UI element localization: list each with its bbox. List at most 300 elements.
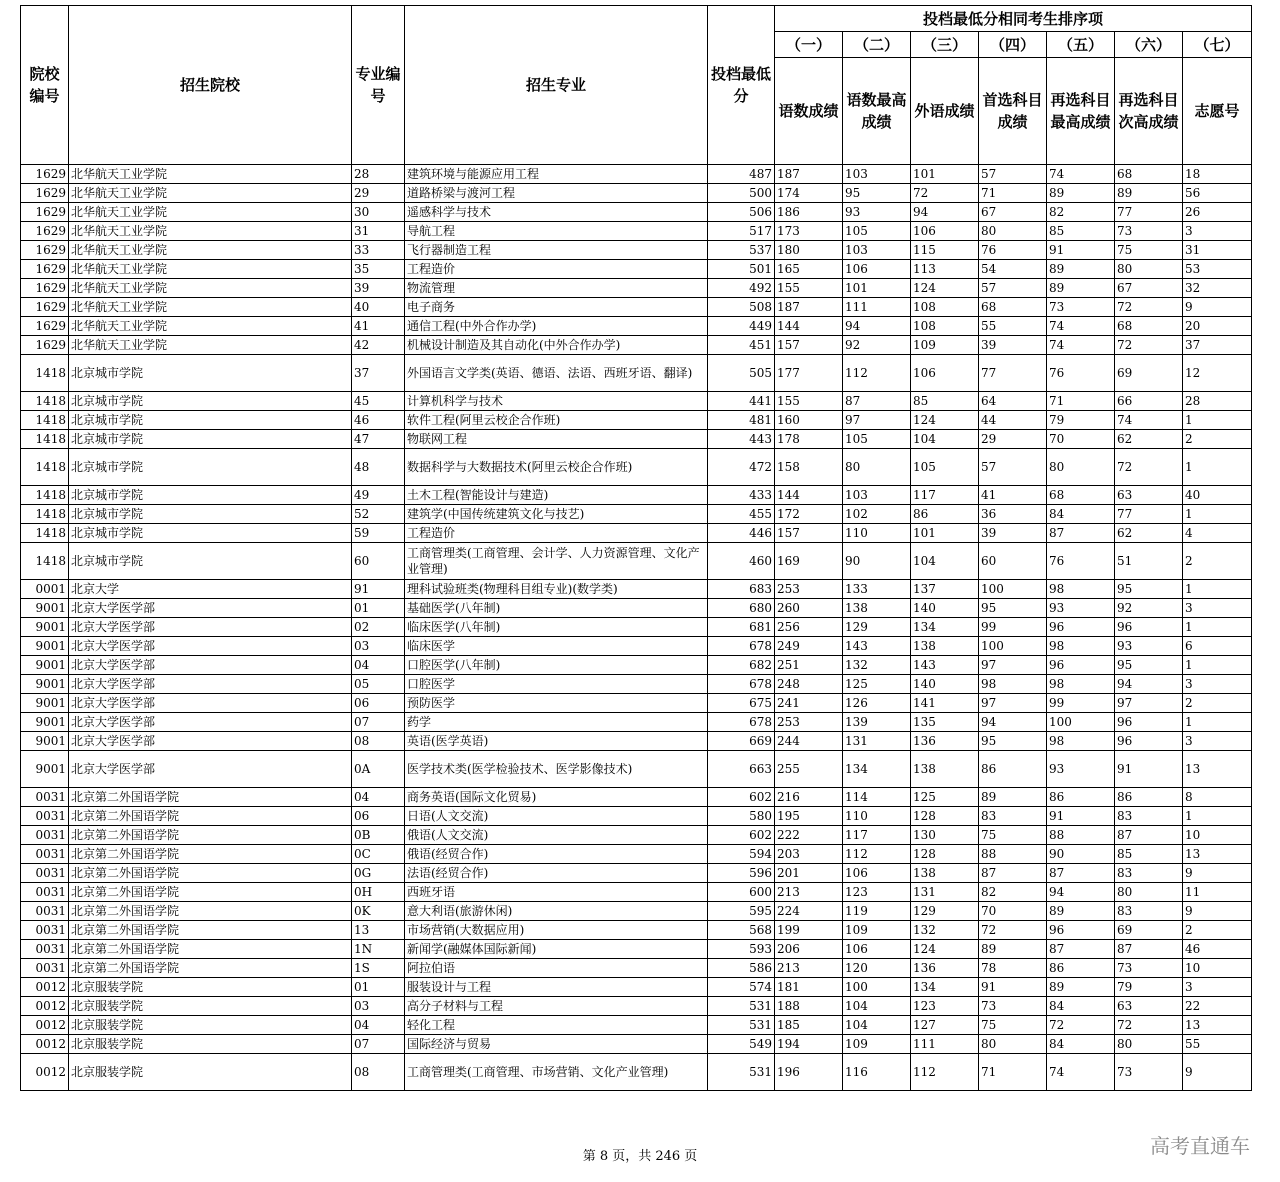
cell-order-1: 216 bbox=[775, 788, 843, 807]
cell-order-7: 56 bbox=[1183, 184, 1252, 203]
cell-order-1: 196 bbox=[775, 1054, 843, 1091]
table-row bbox=[21, 1035, 1252, 1054]
cell-order-6: 63 bbox=[1115, 486, 1183, 505]
cell-order-5: 96 bbox=[1047, 618, 1115, 637]
cell-order-5: 85 bbox=[1047, 222, 1115, 241]
table-row bbox=[21, 279, 1252, 298]
cell-order-4: 99 bbox=[979, 618, 1047, 637]
cell-major-code: 28 bbox=[352, 165, 405, 184]
cell-order-4: 76 bbox=[979, 241, 1047, 260]
cell-order-6: 87 bbox=[1115, 826, 1183, 845]
table-row bbox=[21, 411, 1252, 430]
cell-order-1: 165 bbox=[775, 260, 843, 279]
header-school-name: 招生院校 bbox=[69, 6, 352, 165]
cell-school-name: 北京服装学院 bbox=[69, 1035, 352, 1054]
cell-major-code: 1N bbox=[352, 940, 405, 959]
cell-order-4: 68 bbox=[979, 298, 1047, 317]
table-body bbox=[21, 165, 1252, 1091]
cell-school-code: 1629 bbox=[21, 260, 69, 279]
cell-order-3: 129 bbox=[911, 902, 979, 921]
header-order-item: 再选科目次高成绩 bbox=[1115, 58, 1183, 165]
cell-order-1: 248 bbox=[775, 675, 843, 694]
cell-major-code: 0K bbox=[352, 902, 405, 921]
cell-order-6: 68 bbox=[1115, 165, 1183, 184]
cell-order-1: 180 bbox=[775, 241, 843, 260]
table-row bbox=[21, 241, 1252, 260]
table-row bbox=[21, 656, 1252, 675]
admission-score-table bbox=[20, 5, 1252, 1091]
cell-school-code: 1629 bbox=[21, 279, 69, 298]
cell-order-6: 77 bbox=[1115, 203, 1183, 222]
cell-major-code: 37 bbox=[352, 355, 405, 392]
cell-min-score: 574 bbox=[708, 978, 775, 997]
cell-major-name: 数据科学与大数据技术(阿里云校企合作班) bbox=[405, 449, 708, 486]
cell-major-name: 口腔医学 bbox=[405, 675, 708, 694]
cell-order-2: 129 bbox=[843, 618, 911, 637]
cell-min-score: 501 bbox=[708, 260, 775, 279]
cell-order-6: 93 bbox=[1115, 637, 1183, 656]
cell-order-1: 253 bbox=[775, 580, 843, 599]
cell-order-3: 86 bbox=[911, 505, 979, 524]
cell-min-score: 549 bbox=[708, 1035, 775, 1054]
cell-school-name: 北京城市学院 bbox=[69, 524, 352, 543]
cell-order-2: 110 bbox=[843, 524, 911, 543]
cell-school-code: 0031 bbox=[21, 864, 69, 883]
watermark: 高考直通车 bbox=[1150, 1134, 1250, 1158]
cell-order-4: 75 bbox=[979, 1016, 1047, 1035]
cell-major-code: 0B bbox=[352, 826, 405, 845]
cell-order-3: 112 bbox=[911, 1054, 979, 1091]
cell-school-code: 9001 bbox=[21, 637, 69, 656]
table-row bbox=[21, 1054, 1252, 1091]
cell-order-4: 39 bbox=[979, 524, 1047, 543]
cell-school-name: 北京城市学院 bbox=[69, 411, 352, 430]
cell-order-5: 76 bbox=[1047, 543, 1115, 580]
cell-order-3: 123 bbox=[911, 997, 979, 1016]
cell-order-1: 260 bbox=[775, 599, 843, 618]
cell-order-7: 3 bbox=[1183, 675, 1252, 694]
cell-school-code: 0031 bbox=[21, 902, 69, 921]
cell-order-4: 36 bbox=[979, 505, 1047, 524]
cell-major-code: 30 bbox=[352, 203, 405, 222]
table-row bbox=[21, 959, 1252, 978]
cell-major-name: 基础医学(八年制) bbox=[405, 599, 708, 618]
cell-order-5: 89 bbox=[1047, 902, 1115, 921]
cell-school-code: 0012 bbox=[21, 1054, 69, 1091]
cell-order-2: 104 bbox=[843, 997, 911, 1016]
cell-major-name: 理科试验班类(物理科目组专业)(数学类) bbox=[405, 580, 708, 599]
cell-order-3: 135 bbox=[911, 713, 979, 732]
cell-order-3: 108 bbox=[911, 298, 979, 317]
table-row bbox=[21, 788, 1252, 807]
cell-order-2: 94 bbox=[843, 317, 911, 336]
cell-major-name: 通信工程(中外合作办学) bbox=[405, 317, 708, 336]
cell-order-3: 101 bbox=[911, 524, 979, 543]
cell-order-7: 11 bbox=[1183, 883, 1252, 902]
cell-order-2: 132 bbox=[843, 656, 911, 675]
cell-order-6: 96 bbox=[1115, 732, 1183, 751]
cell-major-code: 03 bbox=[352, 997, 405, 1016]
cell-order-7: 8 bbox=[1183, 788, 1252, 807]
cell-order-6: 80 bbox=[1115, 883, 1183, 902]
cell-major-code: 29 bbox=[352, 184, 405, 203]
cell-order-2: 97 bbox=[843, 411, 911, 430]
cell-order-3: 94 bbox=[911, 203, 979, 222]
cell-order-2: 116 bbox=[843, 1054, 911, 1091]
cell-order-5: 84 bbox=[1047, 997, 1115, 1016]
table-row bbox=[21, 203, 1252, 222]
cell-major-name: 软件工程(阿里云校企合作班) bbox=[405, 411, 708, 430]
cell-order-3: 128 bbox=[911, 807, 979, 826]
cell-order-4: 98 bbox=[979, 675, 1047, 694]
cell-order-4: 29 bbox=[979, 430, 1047, 449]
cell-order-6: 77 bbox=[1115, 505, 1183, 524]
cell-school-name: 北京第二外国语学院 bbox=[69, 864, 352, 883]
cell-major-code: 08 bbox=[352, 732, 405, 751]
cell-major-code: 04 bbox=[352, 788, 405, 807]
cell-order-7: 9 bbox=[1183, 902, 1252, 921]
cell-order-5: 74 bbox=[1047, 165, 1115, 184]
cell-school-name: 北华航天工业学院 bbox=[69, 298, 352, 317]
cell-order-7: 3 bbox=[1183, 978, 1252, 997]
cell-order-3: 137 bbox=[911, 580, 979, 599]
cell-order-7: 10 bbox=[1183, 826, 1252, 845]
cell-major-code: 01 bbox=[352, 978, 405, 997]
cell-order-7: 20 bbox=[1183, 317, 1252, 336]
cell-order-2: 110 bbox=[843, 807, 911, 826]
cell-major-code: 40 bbox=[352, 298, 405, 317]
cell-order-1: 256 bbox=[775, 618, 843, 637]
cell-order-6: 62 bbox=[1115, 524, 1183, 543]
cell-order-5: 86 bbox=[1047, 788, 1115, 807]
cell-school-code: 0012 bbox=[21, 1035, 69, 1054]
table-row bbox=[21, 826, 1252, 845]
cell-school-code: 1629 bbox=[21, 222, 69, 241]
cell-order-2: 100 bbox=[843, 978, 911, 997]
cell-order-6: 51 bbox=[1115, 543, 1183, 580]
cell-order-2: 143 bbox=[843, 637, 911, 656]
cell-order-4: 87 bbox=[979, 864, 1047, 883]
header-order-label: （一） bbox=[775, 32, 843, 58]
cell-order-2: 106 bbox=[843, 864, 911, 883]
cell-major-name: 新闻学(融媒体国际新闻) bbox=[405, 940, 708, 959]
cell-order-3: 124 bbox=[911, 279, 979, 298]
cell-major-name: 物流管理 bbox=[405, 279, 708, 298]
cell-order-6: 69 bbox=[1115, 921, 1183, 940]
cell-order-3: 138 bbox=[911, 864, 979, 883]
cell-order-2: 93 bbox=[843, 203, 911, 222]
cell-order-1: 177 bbox=[775, 355, 843, 392]
cell-order-5: 74 bbox=[1047, 336, 1115, 355]
cell-order-5: 87 bbox=[1047, 864, 1115, 883]
cell-order-5: 84 bbox=[1047, 1035, 1115, 1054]
cell-min-score: 446 bbox=[708, 524, 775, 543]
cell-school-code: 9001 bbox=[21, 732, 69, 751]
cell-order-4: 83 bbox=[979, 807, 1047, 826]
cell-major-code: 0C bbox=[352, 845, 405, 864]
table-row bbox=[21, 336, 1252, 355]
cell-order-2: 106 bbox=[843, 940, 911, 959]
cell-min-score: 602 bbox=[708, 788, 775, 807]
cell-min-score: 678 bbox=[708, 713, 775, 732]
cell-major-code: 45 bbox=[352, 392, 405, 411]
cell-school-code: 9001 bbox=[21, 694, 69, 713]
cell-order-7: 28 bbox=[1183, 392, 1252, 411]
cell-school-code: 0031 bbox=[21, 940, 69, 959]
cell-min-score: 678 bbox=[708, 675, 775, 694]
table-row bbox=[21, 921, 1252, 940]
cell-major-name: 飞行器制造工程 bbox=[405, 241, 708, 260]
cell-order-5: 76 bbox=[1047, 355, 1115, 392]
cell-order-1: 181 bbox=[775, 978, 843, 997]
cell-order-6: 95 bbox=[1115, 580, 1183, 599]
cell-order-3: 124 bbox=[911, 411, 979, 430]
cell-order-5: 84 bbox=[1047, 505, 1115, 524]
cell-order-2: 123 bbox=[843, 883, 911, 902]
cell-order-1: 157 bbox=[775, 524, 843, 543]
cell-order-4: 60 bbox=[979, 543, 1047, 580]
cell-min-score: 600 bbox=[708, 883, 775, 902]
cell-order-3: 138 bbox=[911, 637, 979, 656]
header-major-code: 专业编号 bbox=[352, 6, 405, 165]
cell-major-name: 高分子材料与工程 bbox=[405, 997, 708, 1016]
cell-min-score: 531 bbox=[708, 1054, 775, 1091]
cell-order-1: 244 bbox=[775, 732, 843, 751]
header-order-label: （六） bbox=[1115, 32, 1183, 58]
table-header bbox=[21, 6, 1252, 165]
table-row bbox=[21, 355, 1252, 392]
cell-order-5: 89 bbox=[1047, 978, 1115, 997]
cell-major-code: 08 bbox=[352, 1054, 405, 1091]
cell-order-6: 72 bbox=[1115, 298, 1183, 317]
cell-order-3: 101 bbox=[911, 165, 979, 184]
cell-order-6: 73 bbox=[1115, 1054, 1183, 1091]
cell-school-code: 0031 bbox=[21, 883, 69, 902]
cell-order-7: 12 bbox=[1183, 355, 1252, 392]
cell-order-4: 73 bbox=[979, 997, 1047, 1016]
cell-order-2: 109 bbox=[843, 921, 911, 940]
cell-min-score: 537 bbox=[708, 241, 775, 260]
cell-order-7: 3 bbox=[1183, 732, 1252, 751]
cell-order-4: 82 bbox=[979, 883, 1047, 902]
cell-major-name: 机械设计制造及其自动化(中外合作办学) bbox=[405, 336, 708, 355]
table-row bbox=[21, 430, 1252, 449]
cell-school-name: 北华航天工业学院 bbox=[69, 165, 352, 184]
cell-order-6: 95 bbox=[1115, 656, 1183, 675]
cell-order-5: 89 bbox=[1047, 260, 1115, 279]
cell-order-6: 69 bbox=[1115, 355, 1183, 392]
cell-school-name: 北京大学医学部 bbox=[69, 732, 352, 751]
cell-order-5: 91 bbox=[1047, 241, 1115, 260]
cell-order-4: 77 bbox=[979, 355, 1047, 392]
cell-order-5: 71 bbox=[1047, 392, 1115, 411]
cell-school-name: 北京第二外国语学院 bbox=[69, 807, 352, 826]
cell-order-3: 134 bbox=[911, 618, 979, 637]
cell-order-5: 90 bbox=[1047, 845, 1115, 864]
cell-order-2: 114 bbox=[843, 788, 911, 807]
cell-order-5: 86 bbox=[1047, 959, 1115, 978]
cell-school-name: 北京第二外国语学院 bbox=[69, 921, 352, 940]
cell-order-4: 89 bbox=[979, 940, 1047, 959]
cell-school-code: 9001 bbox=[21, 713, 69, 732]
cell-major-name: 电子商务 bbox=[405, 298, 708, 317]
cell-min-score: 508 bbox=[708, 298, 775, 317]
cell-major-name: 工程造价 bbox=[405, 524, 708, 543]
cell-school-name: 北京大学医学部 bbox=[69, 713, 352, 732]
cell-school-code: 0031 bbox=[21, 788, 69, 807]
cell-order-1: 213 bbox=[775, 883, 843, 902]
cell-major-code: 59 bbox=[352, 524, 405, 543]
cell-min-score: 433 bbox=[708, 486, 775, 505]
cell-school-code: 1418 bbox=[21, 505, 69, 524]
cell-order-7: 2 bbox=[1183, 921, 1252, 940]
cell-min-score: 669 bbox=[708, 732, 775, 751]
cell-order-6: 80 bbox=[1115, 1035, 1183, 1054]
cell-order-1: 174 bbox=[775, 184, 843, 203]
cell-order-5: 98 bbox=[1047, 580, 1115, 599]
cell-order-7: 37 bbox=[1183, 336, 1252, 355]
cell-major-code: 47 bbox=[352, 430, 405, 449]
cell-major-code: 52 bbox=[352, 505, 405, 524]
cell-school-code: 1629 bbox=[21, 203, 69, 222]
cell-school-name: 北京城市学院 bbox=[69, 543, 352, 580]
cell-min-score: 460 bbox=[708, 543, 775, 580]
cell-order-2: 138 bbox=[843, 599, 911, 618]
cell-order-3: 72 bbox=[911, 184, 979, 203]
cell-order-4: 91 bbox=[979, 978, 1047, 997]
cell-order-1: 173 bbox=[775, 222, 843, 241]
cell-order-3: 130 bbox=[911, 826, 979, 845]
cell-school-code: 9001 bbox=[21, 751, 69, 788]
cell-school-code: 1418 bbox=[21, 524, 69, 543]
cell-order-4: 80 bbox=[979, 222, 1047, 241]
cell-min-score: 680 bbox=[708, 599, 775, 618]
cell-order-7: 9 bbox=[1183, 864, 1252, 883]
cell-order-3: 136 bbox=[911, 732, 979, 751]
cell-school-name: 北华航天工业学院 bbox=[69, 184, 352, 203]
cell-order-3: 143 bbox=[911, 656, 979, 675]
cell-order-6: 80 bbox=[1115, 260, 1183, 279]
cell-order-5: 93 bbox=[1047, 599, 1115, 618]
cell-order-2: 90 bbox=[843, 543, 911, 580]
cell-order-2: 119 bbox=[843, 902, 911, 921]
cell-order-7: 32 bbox=[1183, 279, 1252, 298]
cell-min-score: 531 bbox=[708, 1016, 775, 1035]
cell-school-name: 北京城市学院 bbox=[69, 430, 352, 449]
cell-school-name: 北京第二外国语学院 bbox=[69, 959, 352, 978]
cell-school-name: 北京第二外国语学院 bbox=[69, 826, 352, 845]
cell-order-5: 82 bbox=[1047, 203, 1115, 222]
cell-min-score: 455 bbox=[708, 505, 775, 524]
cell-major-name: 药学 bbox=[405, 713, 708, 732]
cell-major-code: 46 bbox=[352, 411, 405, 430]
cell-major-name: 俄语(人文交流) bbox=[405, 826, 708, 845]
table-row bbox=[21, 580, 1252, 599]
cell-order-4: 39 bbox=[979, 336, 1047, 355]
table-row bbox=[21, 883, 1252, 902]
cell-major-name: 医学技术类(医学检验技术、医学影像技术) bbox=[405, 751, 708, 788]
cell-order-2: 102 bbox=[843, 505, 911, 524]
cell-school-code: 0031 bbox=[21, 826, 69, 845]
cell-major-name: 阿拉伯语 bbox=[405, 959, 708, 978]
cell-min-score: 506 bbox=[708, 203, 775, 222]
cell-order-7: 3 bbox=[1183, 599, 1252, 618]
cell-school-code: 1629 bbox=[21, 336, 69, 355]
cell-order-6: 94 bbox=[1115, 675, 1183, 694]
table-row bbox=[21, 298, 1252, 317]
cell-school-name: 北华航天工业学院 bbox=[69, 336, 352, 355]
cell-major-name: 服装设计与工程 bbox=[405, 978, 708, 997]
cell-major-name: 意大利语(旅游休闲) bbox=[405, 902, 708, 921]
cell-order-6: 63 bbox=[1115, 997, 1183, 1016]
cell-order-7: 1 bbox=[1183, 580, 1252, 599]
cell-order-2: 125 bbox=[843, 675, 911, 694]
header-tiebreak-title: 投档最低分相同考生排序项 bbox=[775, 6, 1252, 32]
table-row bbox=[21, 222, 1252, 241]
cell-major-name: 外国语言文学类(英语、德语、法语、西班牙语、翻译) bbox=[405, 355, 708, 392]
cell-major-name: 日语(人文交流) bbox=[405, 807, 708, 826]
cell-major-name: 物联网工程 bbox=[405, 430, 708, 449]
cell-order-7: 9 bbox=[1183, 298, 1252, 317]
cell-order-2: 109 bbox=[843, 1035, 911, 1054]
cell-min-score: 675 bbox=[708, 694, 775, 713]
cell-order-4: 72 bbox=[979, 921, 1047, 940]
cell-order-4: 100 bbox=[979, 580, 1047, 599]
cell-order-1: 157 bbox=[775, 336, 843, 355]
cell-order-2: 133 bbox=[843, 580, 911, 599]
cell-major-name: 市场营销(大数据应用) bbox=[405, 921, 708, 940]
cell-major-code: 13 bbox=[352, 921, 405, 940]
cell-school-name: 北京大学医学部 bbox=[69, 675, 352, 694]
cell-order-4: 70 bbox=[979, 902, 1047, 921]
cell-order-3: 136 bbox=[911, 959, 979, 978]
cell-order-3: 127 bbox=[911, 1016, 979, 1035]
cell-school-name: 北京第二外国语学院 bbox=[69, 902, 352, 921]
cell-school-name: 北京大学医学部 bbox=[69, 694, 352, 713]
cell-order-1: 201 bbox=[775, 864, 843, 883]
cell-school-name: 北华航天工业学院 bbox=[69, 203, 352, 222]
cell-major-code: 01 bbox=[352, 599, 405, 618]
cell-major-code: 03 bbox=[352, 637, 405, 656]
cell-order-1: 187 bbox=[775, 165, 843, 184]
cell-order-3: 134 bbox=[911, 978, 979, 997]
cell-school-code: 1629 bbox=[21, 184, 69, 203]
cell-major-code: 0G bbox=[352, 864, 405, 883]
cell-order-4: 78 bbox=[979, 959, 1047, 978]
cell-order-1: 199 bbox=[775, 921, 843, 940]
cell-order-1: 188 bbox=[775, 997, 843, 1016]
cell-order-1: 251 bbox=[775, 656, 843, 675]
cell-order-7: 13 bbox=[1183, 845, 1252, 864]
cell-major-code: 07 bbox=[352, 1035, 405, 1054]
cell-major-name: 英语(医学英语) bbox=[405, 732, 708, 751]
cell-order-3: 105 bbox=[911, 449, 979, 486]
cell-school-code: 1418 bbox=[21, 392, 69, 411]
cell-order-7: 22 bbox=[1183, 997, 1252, 1016]
cell-order-1: 206 bbox=[775, 940, 843, 959]
cell-school-name: 北京第二外国语学院 bbox=[69, 788, 352, 807]
cell-order-6: 92 bbox=[1115, 599, 1183, 618]
cell-order-5: 73 bbox=[1047, 298, 1115, 317]
cell-order-7: 6 bbox=[1183, 637, 1252, 656]
cell-major-name: 工商管理类(工商管理、市场营销、文化产业管理) bbox=[405, 1054, 708, 1091]
cell-major-code: 06 bbox=[352, 694, 405, 713]
cell-order-6: 96 bbox=[1115, 713, 1183, 732]
cell-school-name: 北华航天工业学院 bbox=[69, 317, 352, 336]
cell-school-code: 0031 bbox=[21, 921, 69, 940]
cell-school-code: 0012 bbox=[21, 1016, 69, 1035]
cell-order-6: 83 bbox=[1115, 807, 1183, 826]
